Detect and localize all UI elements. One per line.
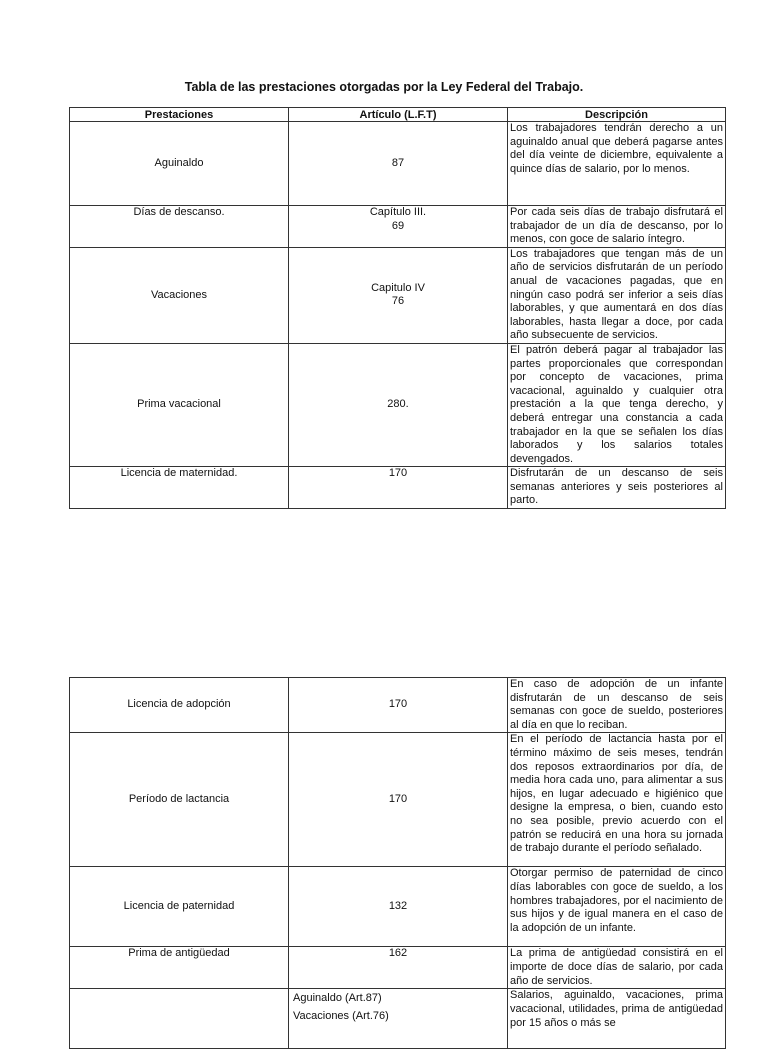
articulo-cell: 162 [289, 947, 508, 989]
table-row [70, 247, 726, 343]
header-prestaciones: Prestaciones [70, 108, 289, 122]
articulo-cell: 132 [289, 867, 508, 947]
articulo-cell: 170 [289, 467, 508, 509]
descripcion-cell: Por cada seis días de trabajo disfrutará el trabajador de un día de descanso, por lo menos, con goce de salario íntegro. [508, 206, 726, 248]
articulo-cell: Capítulo III. 69 [289, 206, 508, 248]
descripcion-cell: Los trabajadores tendrán derecho a un aguinaldo anual que deberá pagarse antes del día veinte de diciembre, equivalente a quince días de salario, por lo menos. [508, 122, 726, 206]
articulo-cell: Aguinaldo (Art.87) Vacaciones (Art.76) [289, 989, 508, 1049]
prestacion-cell: Aguinaldo [70, 122, 289, 206]
articulo-cell: 87 [289, 122, 508, 206]
descripcion-cell: En caso de adopción de un infante disfrutarán de un descanso de seis semanas con goce de sueldo, posteriores al día en que lo reciban. [508, 678, 726, 733]
prestacion-cell [70, 989, 289, 1049]
articulo-cell: Capitulo IV 76 [289, 247, 508, 343]
table-row [70, 206, 726, 248]
articulo-cell: 170 [289, 733, 508, 867]
table-row [70, 122, 726, 206]
table-header-row [70, 108, 726, 122]
table-row [70, 989, 726, 1049]
descripcion-cell: Otorgar permiso de paternidad de cinco días laborables con goce de sueldo, a los hombres trabajadores, por el nacimiento de sus hijos y de igual manera en el caso de la adopción de un infante. [508, 867, 726, 947]
prestacion-cell: Licencia de adopción [70, 678, 289, 733]
prestacion-cell: Licencia de maternidad. [70, 467, 289, 509]
prestacion-cell: Licencia de paternidad [70, 867, 289, 947]
table-row [70, 733, 726, 867]
document-title: Tabla de las prestaciones otorgadas por la Ley Federal del Trabajo. [184, 80, 584, 94]
prestacion-cell: Prima vacacional [70, 343, 289, 466]
prestacion-cell: Período de lactancia [70, 733, 289, 867]
prestacion-cell: Prima de antigüedad [70, 947, 289, 989]
descripcion-cell: Disfrutarán de un descanso de seis semanas anteriores y seis posteriores al parto. [508, 467, 726, 509]
descripcion-cell: La prima de antigüedad consistirá en el importe de doce días de salario, por cada año de servicios. [508, 947, 726, 989]
table-row [70, 678, 726, 733]
prestacion-cell: Vacaciones [70, 247, 289, 343]
articulo-cell: 170 [289, 678, 508, 733]
descripcion-cell: Salarios, aguinaldo, vacaciones, prima vacacional, utilidades, prima de antigüedad por 15 años o más se [508, 989, 726, 1049]
header-articulo: Artículo (L.F.T) [289, 108, 508, 122]
table-row [70, 343, 726, 466]
header-descripcion: Descripción [508, 108, 726, 122]
prestacion-cell: Días de descanso. [70, 206, 289, 248]
articulo-cell: 280. [289, 343, 508, 466]
descripcion-cell: En el período de lactancia hasta por el término máximo de seis meses, tendrán dos reposos extraordinarios por día, de media hora cada uno, para alimentar a sus hijos, en lugar adecuado e higiénico que designe la empresa, o bien, cuando esto no sea posible, previo acuerdo con el patrón se reducirá en una hora su jornada de trabajo durante el período señalado. [508, 733, 726, 867]
table-row [70, 947, 726, 989]
descripcion-cell: Los trabajadores que tengan más de un año de servicios disfrutarán de un período anual de vacaciones pagadas, que en ningún caso podrá ser inferior a seis días laborables, y que aumentará en dos días laborables, hasta llegar a doce, por cada año subsecuente de servicios. [508, 247, 726, 343]
table-row [70, 867, 726, 947]
benefits-table-1 [69, 107, 726, 509]
table-row [70, 467, 726, 509]
descripcion-cell: El patrón deberá pagar al trabajador las partes proporcionales que correspondan por concepto de vacaciones, prima vacacional, aguinaldo y cualquier otra prestación a la que tenga derecho, y deberá entregar una constancia a cada trabajador en la que se señalen los días laborados y los salarios totales devengados. [508, 343, 726, 466]
benefits-table-2 [69, 677, 726, 1049]
